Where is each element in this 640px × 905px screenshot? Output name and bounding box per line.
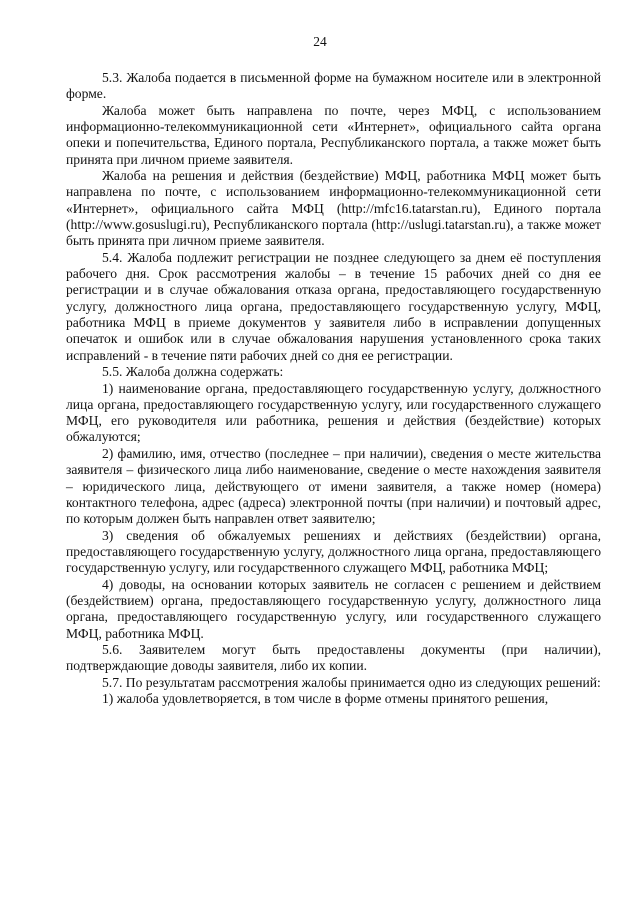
list-item-decision-1: 1) жалоба удовлетворяется, в том числе в форме отмены принятого решения,: [102, 691, 549, 707]
list-item-1: 1) наименование органа, предоставляющего государственную услугу, должностного лица органа, предоставляющего государственную услугу, или государственного служащего МФЦ, его руководителя или работника, решения и действия (бездействие) которых обжалуются;: [66, 380, 601, 445]
paragraph-5-3: 5.3. Жалоба подается в письменной форме на бумажном носителе или в электронной форме.: [66, 70, 601, 102]
list-item-4: 4) доводы, на основании которых заявитель не согласен с решением и действием (бездействием) органа, предоставляющего государственную услугу, должностного лица органа, предоставляющего государственную услугу, или государственного служащего МФЦ, работника МФЦ.: [66, 576, 601, 641]
page-number: 24: [313, 34, 327, 49]
paragraph-5-7: 5.7. По результатам рассмотрения жалобы принимается одно из следующих решений:: [102, 674, 601, 690]
paragraph-5-5: 5.5. Жалоба должна содержать:: [102, 364, 284, 380]
document-body: [66, 70, 601, 708]
paragraph-5-4: 5.4. Жалоба подлежит регистрации не позднее следующего за днем её поступления рабочего дня. Срок рассмотрения жалобы – в течение 15 рабочих дней со дня ее регистрации и в случае обжалования отказа органа, предоставляющего государственную услугу, должностного лица органа, предоставляющего государственную услугу, МФЦ, работника МФЦ в приеме документов у заявителя либо в исправлении допущенных опечаток и ошибок или в случае обжалования нарушения установленного срока таких исправлений - в течение пяти рабочих дней со дня ее регистрации.: [66, 249, 601, 363]
list-item-2: 2) фамилию, имя, отчество (последнее – при наличии), сведения о месте жительства заявителя – физического лица либо наименование, сведение о месте нахождения заявителя – юридического лица, действующего от имени заявителя, а также номер (номера) контактного телефона, адрес (адреса) электронной почты (при наличии) и почтовый адрес, по которым должен быть направлен ответ заявителю;: [66, 445, 601, 527]
paragraph-mfc-complaint: Жалоба на решения и действия (бездействие) МФЦ, работника МФЦ может быть направлена по почте, с использованием информационно-телекоммуникационной сети «Интернет», официального сайта МФЦ (http://mfc16.tatarstan.ru), Единого портала (http://www.gosuslugi.ru), Республиканского портала (http://uslugi.tatarstan.ru), а также может быть принята при личном приеме заявителя.: [66, 168, 601, 249]
paragraph-complaint-channels: Жалоба может быть направлена по почте, через МФЦ, с использованием информационно-телекоммуникационной сети «Интернет», официального сайта органа опеки и попечительства, Единого портала, Республиканского портала, а также может быть принята при личном приеме заявителя.: [66, 102, 601, 167]
list-item-3: 3) сведения об обжалуемых решениях и действиях (бездействии) органа, предоставляющего государственную услугу, должностного лица органа, предоставляющего государственную услугу, или государственного служащего МФЦ, работника МФЦ;: [66, 527, 601, 576]
paragraph-5-6: 5.6. Заявителем могут быть предоставлены документы (при наличии), подтверждающие доводы заявителя, либо их копии.: [66, 642, 601, 674]
